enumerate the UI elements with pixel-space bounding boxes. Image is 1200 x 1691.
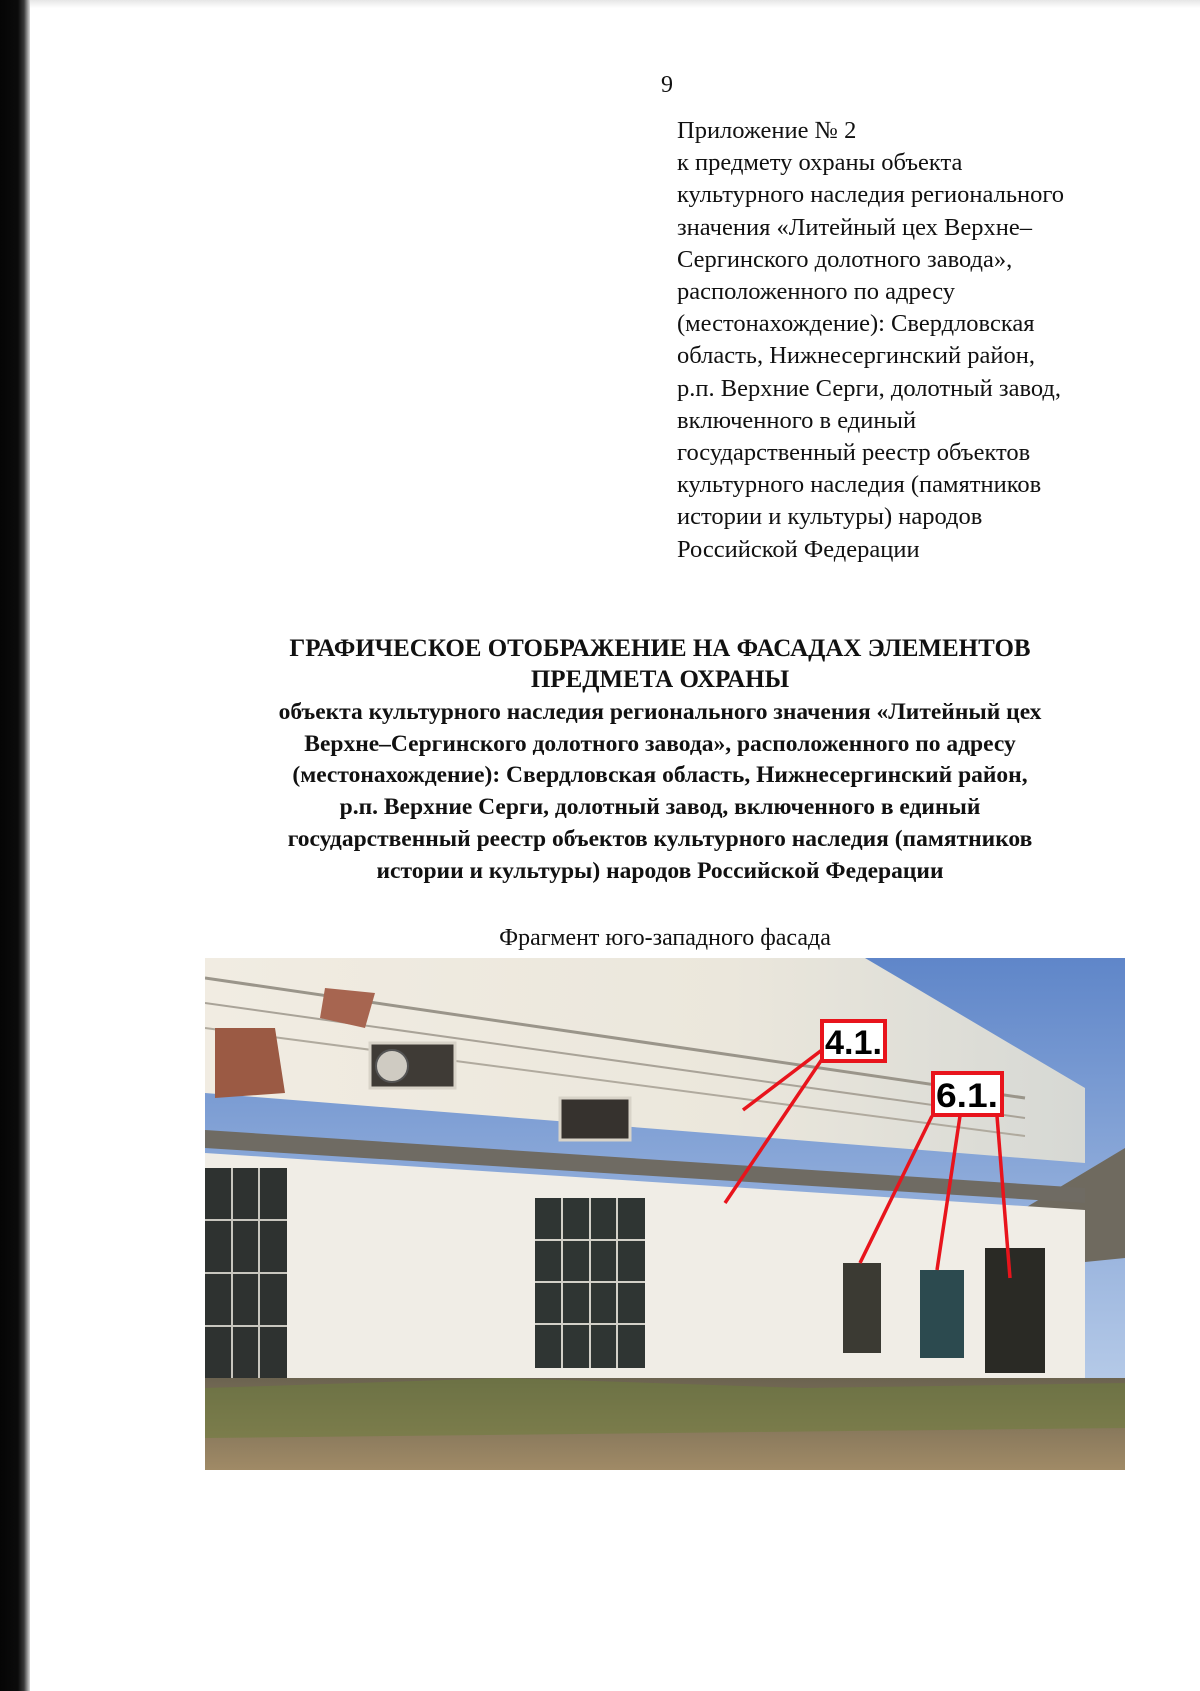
title-line: ГРАФИЧЕСКОЕ ОТОБРАЖЕНИЕ НА ФАСАДАХ ЭЛЕМЕНТОВ (289, 635, 1031, 662)
appendix-line: культурного наследия (памятников (677, 471, 1042, 499)
subtitle-line: (местонахождение): Свердловская область, Нижнесергинский район, (292, 762, 1028, 789)
subtitle-line: р.п. Верхние Серги, долотный завод, включенного в единый (339, 794, 981, 821)
scan-edge (0, 0, 30, 1691)
appendix-line: Сергинского долотного завода», (677, 245, 1013, 273)
scan-top-shadow (30, 0, 1200, 8)
appendix-line: р.п. Верхние Серги, долотный завод, (677, 374, 1061, 402)
appendix-line: значения «Литейный цех Верхне– (677, 213, 1032, 241)
appendix-line: включенного в единый (677, 406, 917, 434)
facade-photo (205, 958, 1125, 1470)
subtitle-line: объекта культурного наследия регионального значения «Литейный цех (278, 699, 1042, 725)
label-6-1: 6.1. (936, 1077, 998, 1115)
figure-caption: Фрагмент юго-западного фасада (499, 925, 831, 951)
subtitle-line: Верхне–Сергинского долотного завода», расположенного по адресу (304, 730, 1016, 757)
appendix-line: Российской Федерации (677, 535, 920, 563)
door (920, 1270, 964, 1358)
appendix-line: культурного наследия регионального (677, 181, 1065, 209)
appendix-line: Приложение № 2 (677, 117, 857, 144)
appendix-line: расположенного по адресу (677, 278, 956, 306)
appendix-line: к предмету охраны объекта (677, 149, 963, 177)
appendix-block (677, 115, 1147, 566)
appendix-line: (местонахождение): Свердловская (677, 310, 1035, 338)
subtitle-line: истории и культуры) народов Российской Федерации (376, 857, 944, 884)
dark-opening (985, 1248, 1045, 1373)
document-title (130, 633, 1190, 695)
label-4-1: 4.1. (825, 1024, 882, 1062)
brick-patch (215, 1028, 285, 1098)
title-line: ПРЕДМЕТА ОХРАНЫ (530, 666, 790, 693)
document-subtitle (130, 697, 1190, 887)
subtitle-line: государственный реестр объектов культурного наследия (памятников (287, 825, 1033, 852)
appendix-line: истории и культуры) народов (677, 503, 983, 531)
page-number: 9 (661, 72, 673, 98)
appendix-line: область, Нижнесергинский район, (677, 342, 1035, 370)
window (843, 1263, 881, 1353)
appendix-line: государственный реестр объектов (677, 439, 1031, 467)
